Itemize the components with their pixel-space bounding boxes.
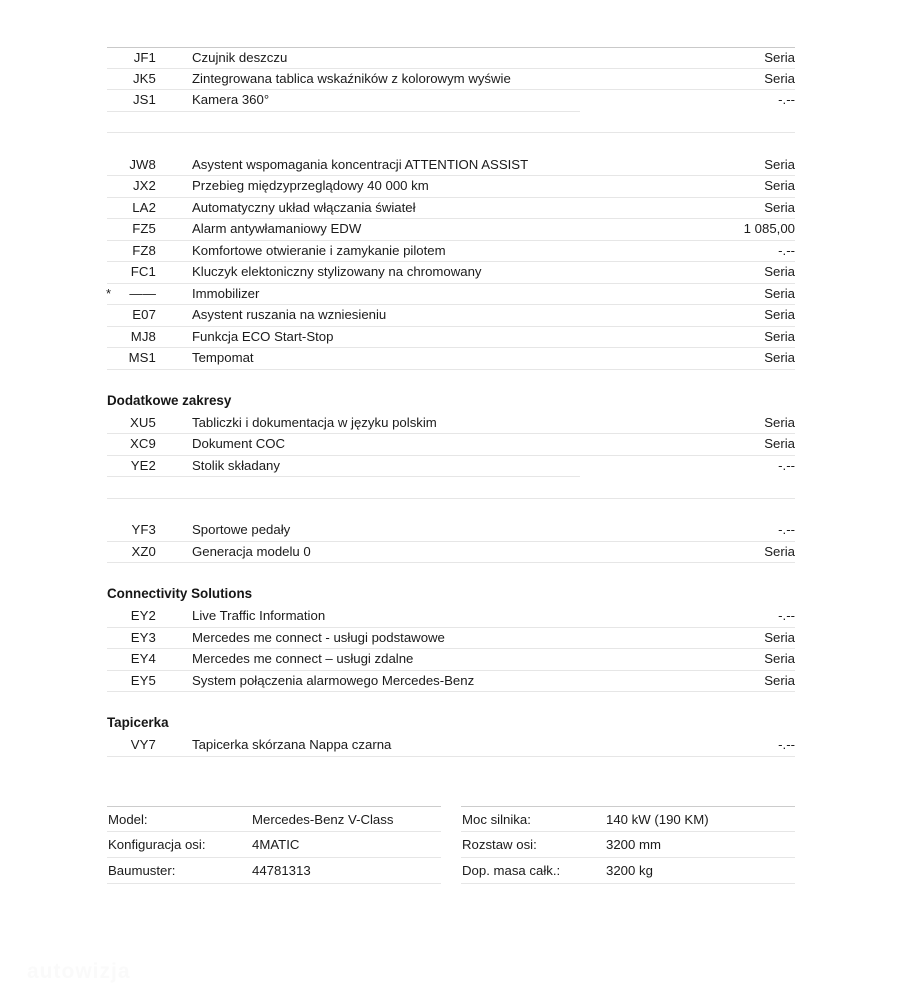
option-price: Seria	[764, 328, 795, 344]
option-code: YF3	[131, 522, 156, 537]
option-row	[107, 284, 795, 306]
option-row	[107, 413, 795, 435]
spec-value: 3200 kg	[606, 863, 653, 878]
spec-value: Mercedes-Benz V-Class	[252, 812, 394, 827]
option-code: XZ0	[131, 543, 156, 559]
option-row	[107, 327, 795, 349]
option-row	[107, 542, 795, 564]
option-description: Tempomat	[192, 350, 254, 365]
option-description: Dokument COC	[192, 436, 286, 451]
option-description: Mercedes me connect - usługi podstawowe	[192, 629, 445, 645]
option-price: Seria	[764, 543, 795, 559]
option-row	[107, 671, 795, 693]
option-code: JS1	[132, 92, 156, 107]
section-heading: Dodatkowe zakresy	[107, 392, 232, 408]
option-description: Przebieg międzyprzeglądowy 40 000 km	[192, 178, 429, 193]
option-description: Asystent ruszania na wzniesieniu	[192, 307, 387, 322]
option-description: Live Traffic Information	[192, 608, 326, 623]
spec-table-right	[461, 806, 795, 884]
option-price: Seria	[764, 629, 795, 645]
option-row	[107, 348, 795, 370]
option-code: ——	[129, 285, 156, 301]
block-spacer	[107, 499, 795, 521]
option-price: -.--	[778, 242, 795, 258]
option-price: Seria	[764, 436, 795, 451]
spec-label: Moc silnika:	[462, 812, 531, 827]
option-row	[107, 649, 795, 671]
option-code: EY5	[130, 672, 156, 688]
option-row	[107, 241, 795, 263]
section-heading: Tapicerka	[107, 715, 169, 730]
option-price: Seria	[764, 264, 795, 279]
option-price: Seria	[764, 414, 795, 430]
option-code: EY4	[130, 651, 156, 666]
blank-ruled-row	[107, 477, 795, 499]
footnote-asterisk: *	[106, 285, 112, 301]
option-row	[107, 520, 795, 542]
spec-label: Dop. masa całk.:	[462, 863, 561, 878]
option-price: -.--	[778, 457, 795, 473]
option-price: -.--	[778, 737, 795, 752]
option-code: EY2	[130, 608, 156, 623]
option-row	[107, 219, 795, 241]
option-row	[107, 735, 795, 757]
option-description: Generacja modelu 0	[192, 543, 311, 559]
option-code: JF1	[133, 50, 156, 65]
option-price: Seria	[764, 307, 795, 322]
option-price: -.--	[778, 92, 795, 107]
option-description: Zintegrowana tablica wskaźników z kolorowym wyświe	[192, 70, 511, 86]
option-description: Tapicerka skórzana Nappa czarna	[192, 737, 392, 752]
spec-value: 3200 mm	[606, 837, 661, 852]
option-description: Sportowe pedały	[192, 522, 291, 537]
option-description: Komfortowe otwieranie i zamykanie pilotem	[192, 242, 446, 258]
spec-row	[461, 858, 795, 884]
option-price: Seria	[764, 672, 795, 688]
option-description: Immobilizer	[192, 285, 260, 301]
option-price: Seria	[764, 651, 795, 666]
section-spacer	[107, 370, 795, 388]
option-code: FC1	[130, 264, 156, 279]
option-code: EY3	[130, 629, 156, 645]
spec-row	[107, 858, 441, 884]
spec-row	[107, 832, 441, 858]
option-row	[107, 155, 795, 177]
option-row	[107, 198, 795, 220]
spec-table-left	[107, 806, 441, 884]
option-description: Tabliczki i dokumentacja w języku polskim	[192, 414, 437, 430]
option-code: XC9	[130, 436, 156, 451]
spec-value: 4MATIC	[252, 837, 300, 852]
option-code: YE2	[130, 457, 156, 473]
equipment-options-list	[107, 47, 795, 757]
option-description: System połączenia alarmowego Mercedes-Benz	[192, 672, 475, 688]
spec-label: Rozstaw osi:	[462, 837, 537, 852]
spec-label: Baumuster:	[108, 863, 176, 878]
option-row	[107, 90, 795, 112]
spec-row	[461, 806, 795, 832]
option-price: Seria	[764, 285, 795, 301]
vehicle-specification-tables	[107, 806, 795, 884]
option-description: Funkcja ECO Start-Stop	[192, 328, 334, 344]
option-row	[107, 434, 795, 456]
option-code: JK5	[132, 70, 156, 86]
option-row	[107, 69, 795, 91]
option-description: Czujnik deszczu	[192, 50, 288, 65]
option-code: JW8	[129, 156, 156, 172]
blank-ruled-row	[107, 112, 795, 134]
option-price: Seria	[764, 70, 795, 86]
spec-label: Konfiguracja osi:	[108, 837, 206, 852]
option-price: Seria	[764, 199, 795, 215]
option-code: E07	[132, 307, 156, 322]
spec-label: Model:	[108, 812, 148, 827]
section-spacer	[107, 563, 795, 581]
option-code: FZ8	[132, 242, 156, 258]
option-row	[107, 47, 795, 69]
section-heading: Connectivity Solutions	[107, 586, 253, 601]
option-code: XU5	[130, 414, 156, 430]
option-price: 1 085,00	[743, 221, 795, 236]
option-description: Alarm antywłamaniowy EDW	[192, 221, 362, 236]
option-price: -.--	[778, 522, 795, 537]
section-spacer	[107, 692, 795, 710]
option-description: Automatyczny układ włączania świateł	[192, 199, 416, 215]
option-row	[107, 176, 795, 198]
option-code: LA2	[132, 199, 156, 215]
option-row	[107, 606, 795, 628]
option-row	[107, 628, 795, 650]
option-code: FZ5	[132, 221, 156, 236]
option-code: JX2	[132, 178, 156, 193]
option-code: MS1	[128, 350, 156, 365]
option-code: VY7	[130, 737, 156, 752]
option-description: Stolik składany	[192, 457, 280, 473]
block-spacer	[107, 133, 795, 155]
option-row	[107, 305, 795, 327]
spec-row	[107, 806, 441, 832]
option-description: Mercedes me connect – usługi zdalne	[192, 651, 414, 666]
spec-value: 44781313	[252, 863, 311, 878]
option-row	[107, 262, 795, 284]
option-description: Asystent wspomagania koncentracji ATTENTION ASSIST	[192, 156, 529, 172]
option-price: -.--	[778, 608, 795, 623]
spec-value: 140 kW (190 KM)	[606, 812, 709, 827]
watermark-text: autowizja	[27, 960, 131, 983]
option-price: Seria	[764, 350, 795, 365]
spec-row	[461, 832, 795, 858]
option-row	[107, 456, 795, 478]
option-description: Kluczyk elektoniczny stylizowany na chromowany	[192, 264, 482, 279]
option-code: MJ8	[130, 328, 156, 344]
option-price: Seria	[764, 178, 795, 193]
option-description: Kamera 360°	[192, 92, 270, 107]
option-price: Seria	[764, 156, 795, 172]
option-price: Seria	[764, 50, 795, 65]
